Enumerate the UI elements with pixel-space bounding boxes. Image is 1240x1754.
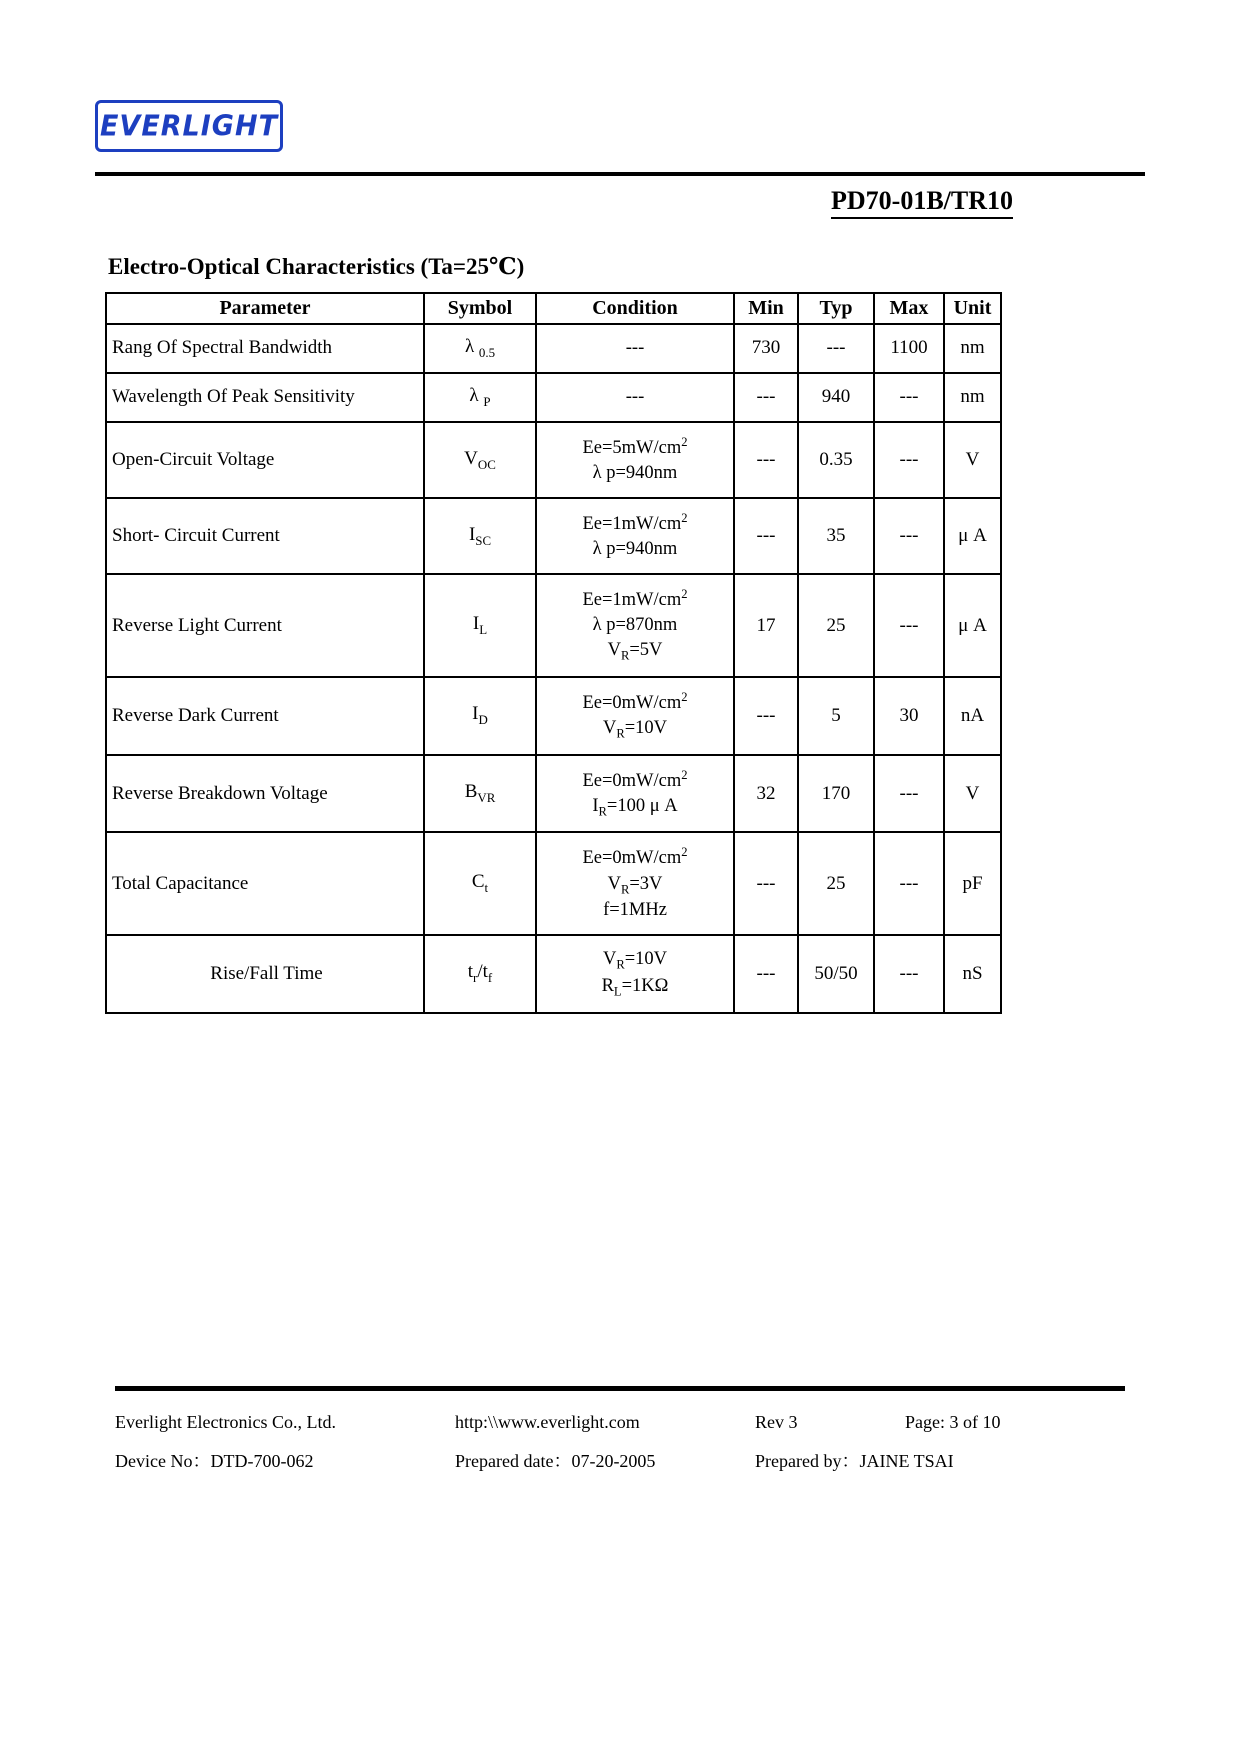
min-cell: 32: [734, 755, 798, 833]
condition-line: $Ee=1mW/cm^2$: [582, 587, 688, 611]
header-unit: Unit: [944, 293, 1001, 324]
symbol-cell: $V_{OC}$: [424, 422, 536, 498]
parameter-cell: Reverse Dark Current: [106, 677, 424, 755]
condition-line: $Ee=0mW/cm^2$: [582, 767, 688, 791]
max-cell: ---: [874, 832, 944, 935]
typ-cell: 25: [798, 832, 874, 935]
symbol-cell: $B_{VR}$: [424, 755, 536, 833]
min-cell: ---: [734, 677, 798, 755]
header-min: Min: [734, 293, 798, 324]
condition-line: $V_R=3V$: [607, 873, 663, 897]
condition-cell: [536, 422, 734, 498]
condition-line: $V_R=5V$: [607, 640, 663, 663]
condition-line: $Ee=0mW/cm^2$: [582, 689, 688, 714]
typ-cell: 50/50: [798, 935, 874, 1012]
condition-line: λ p=940nm: [592, 463, 678, 484]
condition-cell: [536, 832, 734, 935]
max-cell: 1100: [874, 324, 944, 373]
table-row: [106, 498, 1001, 574]
everlight-logo-text: EVERLIGHT: [99, 109, 278, 143]
symbol-cell: λ $_{0.5}$: [424, 324, 536, 373]
typ-cell: 0.35: [798, 422, 874, 498]
symbol-cell: $C_t$: [424, 832, 536, 935]
unit-cell: V: [944, 755, 1001, 833]
footer-revision: Rev 3: [755, 1412, 798, 1432]
parameter-cell: Total Capacitance: [106, 832, 424, 935]
parameter-cell: Reverse Breakdown Voltage: [106, 755, 424, 833]
condition-line: $Ee=0mW/cm^2$: [582, 845, 688, 869]
condition-line: ---: [625, 386, 645, 407]
header-symbol: Symbol: [424, 293, 536, 324]
unit-cell: nS: [944, 935, 1001, 1012]
footer-device-no: Device No：DTD-700-062: [115, 1451, 314, 1471]
min-cell: ---: [734, 373, 798, 422]
unit-cell: pF: [944, 832, 1001, 935]
unit-cell: μ A: [944, 498, 1001, 574]
header-parameter: Parameter: [106, 293, 424, 324]
condition-line: ---: [625, 338, 645, 358]
table-header-row: [106, 293, 1001, 324]
unit-cell: nm: [944, 324, 1001, 373]
symbol-cell: $I_L$: [424, 574, 536, 677]
header-condition: Condition: [536, 293, 734, 324]
condition-cell: [536, 324, 734, 373]
table-body: [106, 324, 1001, 1013]
min-cell: ---: [734, 422, 798, 498]
table-row: [106, 677, 1001, 755]
condition-line: $Ee=1mW/cm^2$: [582, 511, 688, 535]
condition-line: $Ee=5mW/cm^2$: [582, 434, 688, 459]
unit-cell: nm: [944, 373, 1001, 422]
condition-cell: [536, 677, 734, 755]
condition-line: $R_L=1K\Omega$: [601, 975, 669, 999]
parameter-cell: Rise/Fall Time: [106, 935, 424, 1012]
symbol-cell: $I_D$: [424, 677, 536, 755]
parameter-cell: Short- Circuit Current: [106, 498, 424, 574]
min-cell: ---: [734, 498, 798, 574]
typ-cell: 25: [798, 574, 874, 677]
parameter-cell: Reverse Light Current: [106, 574, 424, 677]
max-cell: ---: [874, 574, 944, 677]
footer-website: http:\\www.everlight.com: [455, 1412, 640, 1432]
footer-prepared-date: Prepared date：07-20-2005: [455, 1451, 656, 1471]
typ-cell: 35: [798, 498, 874, 574]
min-cell: ---: [734, 832, 798, 935]
symbol-cell: $t_r/t_f$: [424, 935, 536, 1012]
parameter-cell: Open-Circuit Voltage: [106, 422, 424, 498]
header-divider: [95, 172, 1145, 176]
header-max: Max: [874, 293, 944, 324]
footer-company: Everlight Electronics Co., Ltd.: [115, 1412, 336, 1432]
table-row: [106, 574, 1001, 677]
typ-cell: 940: [798, 373, 874, 422]
condition-cell: [536, 574, 734, 677]
max-cell: ---: [874, 755, 944, 833]
electro-optical-characteristics-table: [105, 292, 1002, 1014]
header-typ: Typ: [798, 293, 874, 324]
condition-line: $V_R=10V$: [602, 949, 668, 972]
table-row: [106, 373, 1001, 422]
table-row: [106, 422, 1001, 498]
unit-cell: μ A: [944, 574, 1001, 677]
footer-divider: [115, 1386, 1125, 1391]
table-row: [106, 832, 1001, 935]
max-cell: ---: [874, 935, 944, 1012]
max-cell: ---: [874, 422, 944, 498]
max-cell: ---: [874, 373, 944, 422]
typ-cell: 5: [798, 677, 874, 755]
title-container: [95, 186, 1145, 219]
max-cell: 30: [874, 677, 944, 755]
parameter-cell: Wavelength Of Peak Sensitivity: [106, 373, 424, 422]
footer-page-number: Page: 3 of 10: [905, 1412, 1001, 1432]
symbol-cell: $I_{SC}$: [424, 498, 536, 574]
typ-cell: ---: [798, 324, 874, 373]
unit-cell: nA: [944, 677, 1001, 755]
parameter-cell: Rang Of Spectral Bandwidth: [106, 324, 424, 373]
min-cell: 730: [734, 324, 798, 373]
condition-cell: [536, 498, 734, 574]
section-heading: Electro-Optical Characteristics (Ta=25℃): [108, 254, 525, 279]
condition-line: $I_R=100$ μ A: [592, 795, 678, 819]
table-row: [106, 935, 1001, 1012]
table-row: [106, 324, 1001, 373]
page-footer: [115, 1412, 1125, 1473]
unit-cell: V: [944, 422, 1001, 498]
part-number-title: PD70-01B/TR10: [831, 186, 1013, 219]
everlight-logo: [95, 100, 283, 152]
max-cell: ---: [874, 498, 944, 574]
condition-line: λ p=870nm: [592, 615, 678, 636]
condition-cell: [536, 373, 734, 422]
symbol-cell: λ $_P$: [424, 373, 536, 422]
table-row: [106, 755, 1001, 833]
footer-prepared-by: Prepared by：JAINE TSAI: [755, 1451, 954, 1471]
min-cell: ---: [734, 935, 798, 1012]
condition-line: f=1MHz: [603, 900, 667, 921]
condition-line: λ p=940nm: [592, 539, 678, 560]
condition-cell: [536, 935, 734, 1012]
min-cell: 17: [734, 574, 798, 677]
table-header: [106, 293, 1001, 324]
condition-cell: [536, 755, 734, 833]
condition-line: $V_R=10V$: [602, 718, 668, 741]
typ-cell: 170: [798, 755, 874, 833]
